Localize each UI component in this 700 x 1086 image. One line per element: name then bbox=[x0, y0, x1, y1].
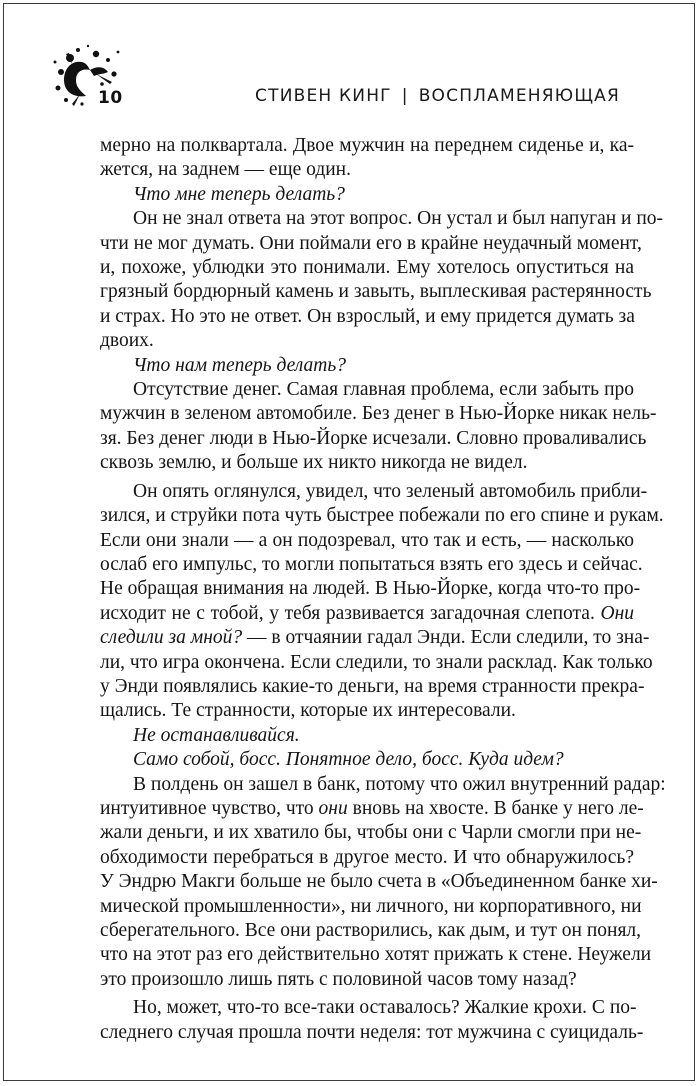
text-line bbox=[100, 602, 634, 626]
text-line: У Эндрю Макги больше не было счета в «Объединенном банке хи- bbox=[100, 871, 658, 893]
text-line: и, похоже, ублюдки это понимали. Ему хотелось опуститься на bbox=[100, 257, 634, 279]
page-number: 10 bbox=[98, 88, 123, 108]
text-line bbox=[100, 724, 634, 748]
text-line: Но, может, что-то все-таки оставалось? Жалкие крохи. С по- bbox=[133, 997, 637, 1019]
text-segment: — в отчаянии гадал Энди. Если следили, то зна- bbox=[247, 627, 650, 649]
text-line: Если они знали — а он подозревал, что так и есть, — насколько bbox=[100, 529, 634, 551]
author-name: СТИВЕН КИНГ bbox=[255, 86, 392, 106]
text-line: что на этот раз его действительно хотят прижать к стене. Неужели bbox=[100, 944, 652, 966]
text-line: зился, и струйки пота чуть быстрее побежали по его спине и рукам. bbox=[100, 505, 664, 527]
text-line: ли, что игра окончена. Если следили, то знали расклад. Как только bbox=[100, 651, 653, 673]
text-line: обходимости перебраться в другое место. И что обнаружилось? bbox=[100, 846, 634, 868]
text-line: Он не знал ответа на этот вопрос. Он устал и был напуган и по- bbox=[133, 208, 664, 230]
text-line: двоих. bbox=[100, 330, 154, 352]
text-line: мужчин в зеленом автомобиле. Без денег в Нью-Йорке никак нель- bbox=[100, 403, 657, 425]
italic-thought: следили за мной? bbox=[100, 627, 243, 649]
text-line: ослаб его импульс, то могли попытаться взять его здесь и сейчас. bbox=[100, 553, 643, 575]
text-line: жется, на заднем — еще один. bbox=[100, 159, 351, 181]
text-line: зя. Без денег люди в Нью-Йорке исчезали. Словно проваливались bbox=[100, 427, 647, 449]
text-line: это произошло лишь пять с половиной часов тому назад? bbox=[100, 968, 577, 990]
text-line: следнего случая прошла почти неделя: тот мужчина с суицидаль- bbox=[100, 1021, 644, 1043]
italic-thought: Не останавливайся. bbox=[133, 724, 300, 746]
text-line: сберегательного. Все они растворились, как дым, и тут он понял, bbox=[100, 920, 642, 941]
text-line: мерно на полквартала. Двое мужчин на переднем сиденье и, ка- bbox=[100, 135, 634, 156]
text-line: грязный бордюрный камень и завыть, выплескивая растерянность bbox=[100, 281, 652, 303]
book-title: ВОСПЛАМЕНЯЮЩАЯ bbox=[418, 86, 620, 106]
text-segment: интуитивное чувство, что bbox=[100, 797, 314, 819]
text-line: щались. Те странности, которые их интересовали. bbox=[100, 700, 516, 722]
italic-thought: Что мне теперь делать? bbox=[133, 183, 345, 205]
italic-thought: Само собой, босс. Понятное дело, босс. Куда идем? bbox=[133, 749, 564, 771]
text-line: Он опять оглянулся, увидел, что зеленый автомобиль прибли- bbox=[133, 480, 648, 502]
text-line: у Энди появлялись какие-то деньги, на время странности прекра- bbox=[100, 675, 645, 697]
text-line bbox=[100, 183, 634, 207]
text-line bbox=[100, 354, 634, 378]
italic-emphasis: они bbox=[318, 797, 348, 819]
text-line: чти не мог думать. Они поймали его в крайне неудачный момент, bbox=[100, 232, 642, 254]
book-page bbox=[3, 3, 695, 1081]
italic-thought: Что нам теперь делать? bbox=[133, 354, 346, 376]
text-line: мической промышленности», ни личного, ни корпоративного, ни bbox=[100, 895, 642, 917]
text-line: Не обращая внимания на людей. В Нью-Йорке, когда что-то про- bbox=[100, 578, 641, 600]
text-line: и страх. Но это не ответ. Он взрослый, и ему придется думать за bbox=[100, 305, 635, 327]
header-separator: | bbox=[401, 86, 409, 106]
text-line bbox=[100, 797, 644, 821]
text-line: В полдень он зашел в банк, потому что ожил внутренний радар: bbox=[133, 773, 666, 795]
text-line: сквозь землю, и больше их никто никогда не видел. bbox=[100, 452, 528, 474]
text-segment: вновь на хвосте. В банке у него ле- bbox=[352, 797, 644, 819]
text-line bbox=[100, 748, 634, 772]
text-line bbox=[100, 626, 650, 650]
text-line: Отсутствие денег. Самая главная проблема, если забыть про bbox=[133, 379, 634, 401]
body-text bbox=[100, 134, 666, 1045]
text-line: жали деньги, и их хватило бы, чтобы они с Чарли смогли при не- bbox=[100, 822, 642, 844]
italic-thought: Они bbox=[600, 602, 635, 624]
running-head bbox=[255, 86, 620, 106]
text-segment: исходит не с тобой, у тебя развивается загадочная слепота. bbox=[100, 602, 595, 624]
